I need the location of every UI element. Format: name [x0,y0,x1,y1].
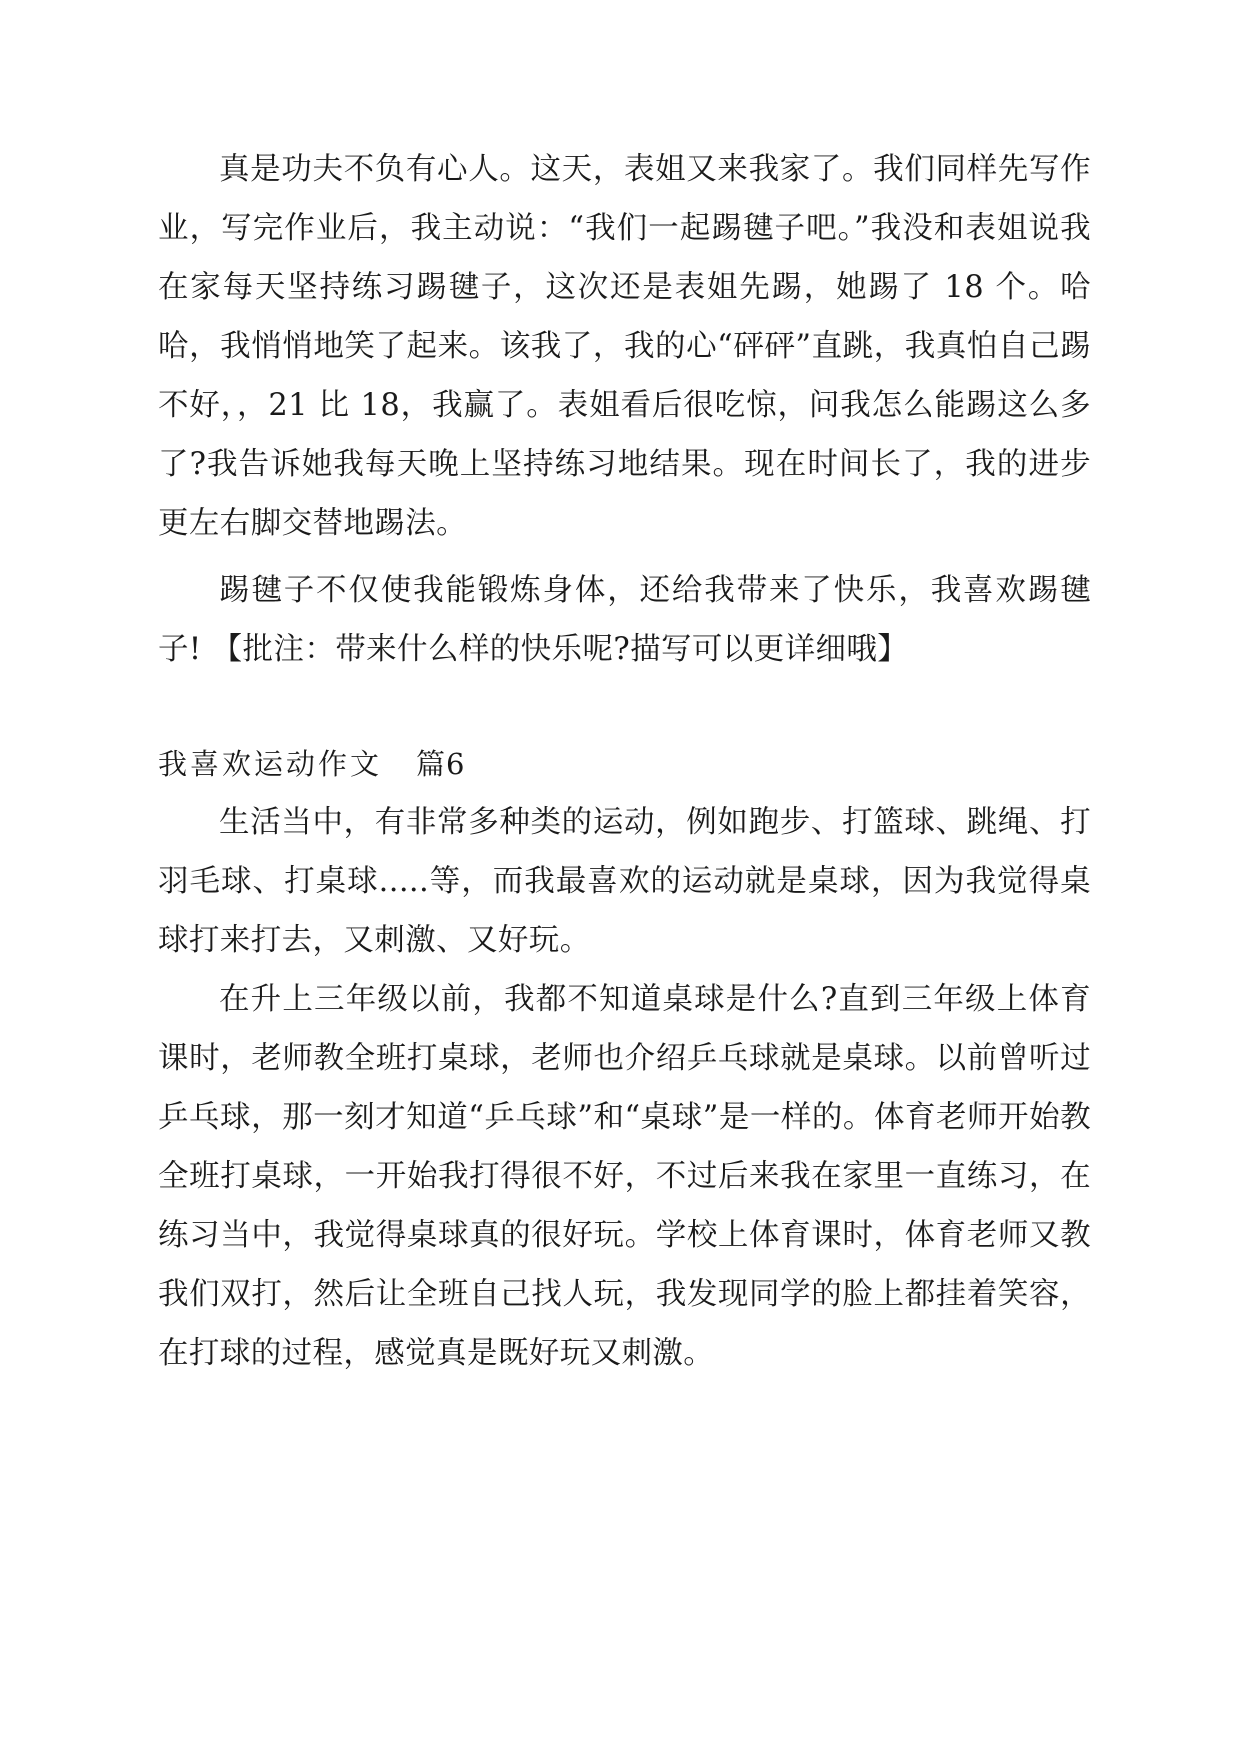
section-title: 我喜欢运动作文 [158,747,383,781]
section-heading [158,735,1091,793]
section-paragraph-2: 在升上三年级以前，我都不知道桌球是什么?直到三年级上体育课时，老师教全班打桌球，老师也介绍乒乓球就是桌球。以前曾听过乒乓球，那一刻才知道“乒乓球”和“桌球”是一样的。体育老师开始教全班打桌球，一开始我打得很不好，不过后来我在家里一直练习，在练习当中，我觉得桌球真的很好玩。学校上体育课时，体育老师又教我们双打，然后让全班自己找人玩，我发现同学的脸上都挂着笑容，在打球的过程，感觉真是既好玩又刺激。 [158,982,1091,1371]
section-spacer [158,679,1091,735]
section-paragraph-1: 生活当中，有非常多种类的运动，例如跑步、打篮球、跳绳、打羽毛球、打桌球.....等，而我最喜欢的运动就是桌球，因为我觉得桌球打来打去，又刺激、又好玩。 [158,805,1091,958]
section-number: 篇6 [416,747,466,781]
paragraph-spacer [158,553,1091,561]
paragraph-1: 真是功夫不负有心人。这天，表姐又来我家了。我们同样先写作业，写完作业后，我主动说：“我们一起踢毽子吧。”我没和表姐说我在家每天坚持练习踢毽子，这次还是表姐先踢，她踢了 18 个。哈哈，我悄悄地笑了起来。该我了，我的心“砰砰”直跳，我真怕自己踢不好，，21 比 18，我赢了。表姐看后很吃惊，问我怎么能踢这么多了?我告诉她我每天晚上坚持练习地结果。现在时间长了，我的进步更左右脚交替地踢法。 [158,152,1091,541]
paragraph-2: 踢毽子不仅使我能锻炼身体，还给我带来了快乐，我喜欢踢毽子! 【批注：带来什么样的快乐呢?描写可以更详细哦】 [158,573,1091,667]
